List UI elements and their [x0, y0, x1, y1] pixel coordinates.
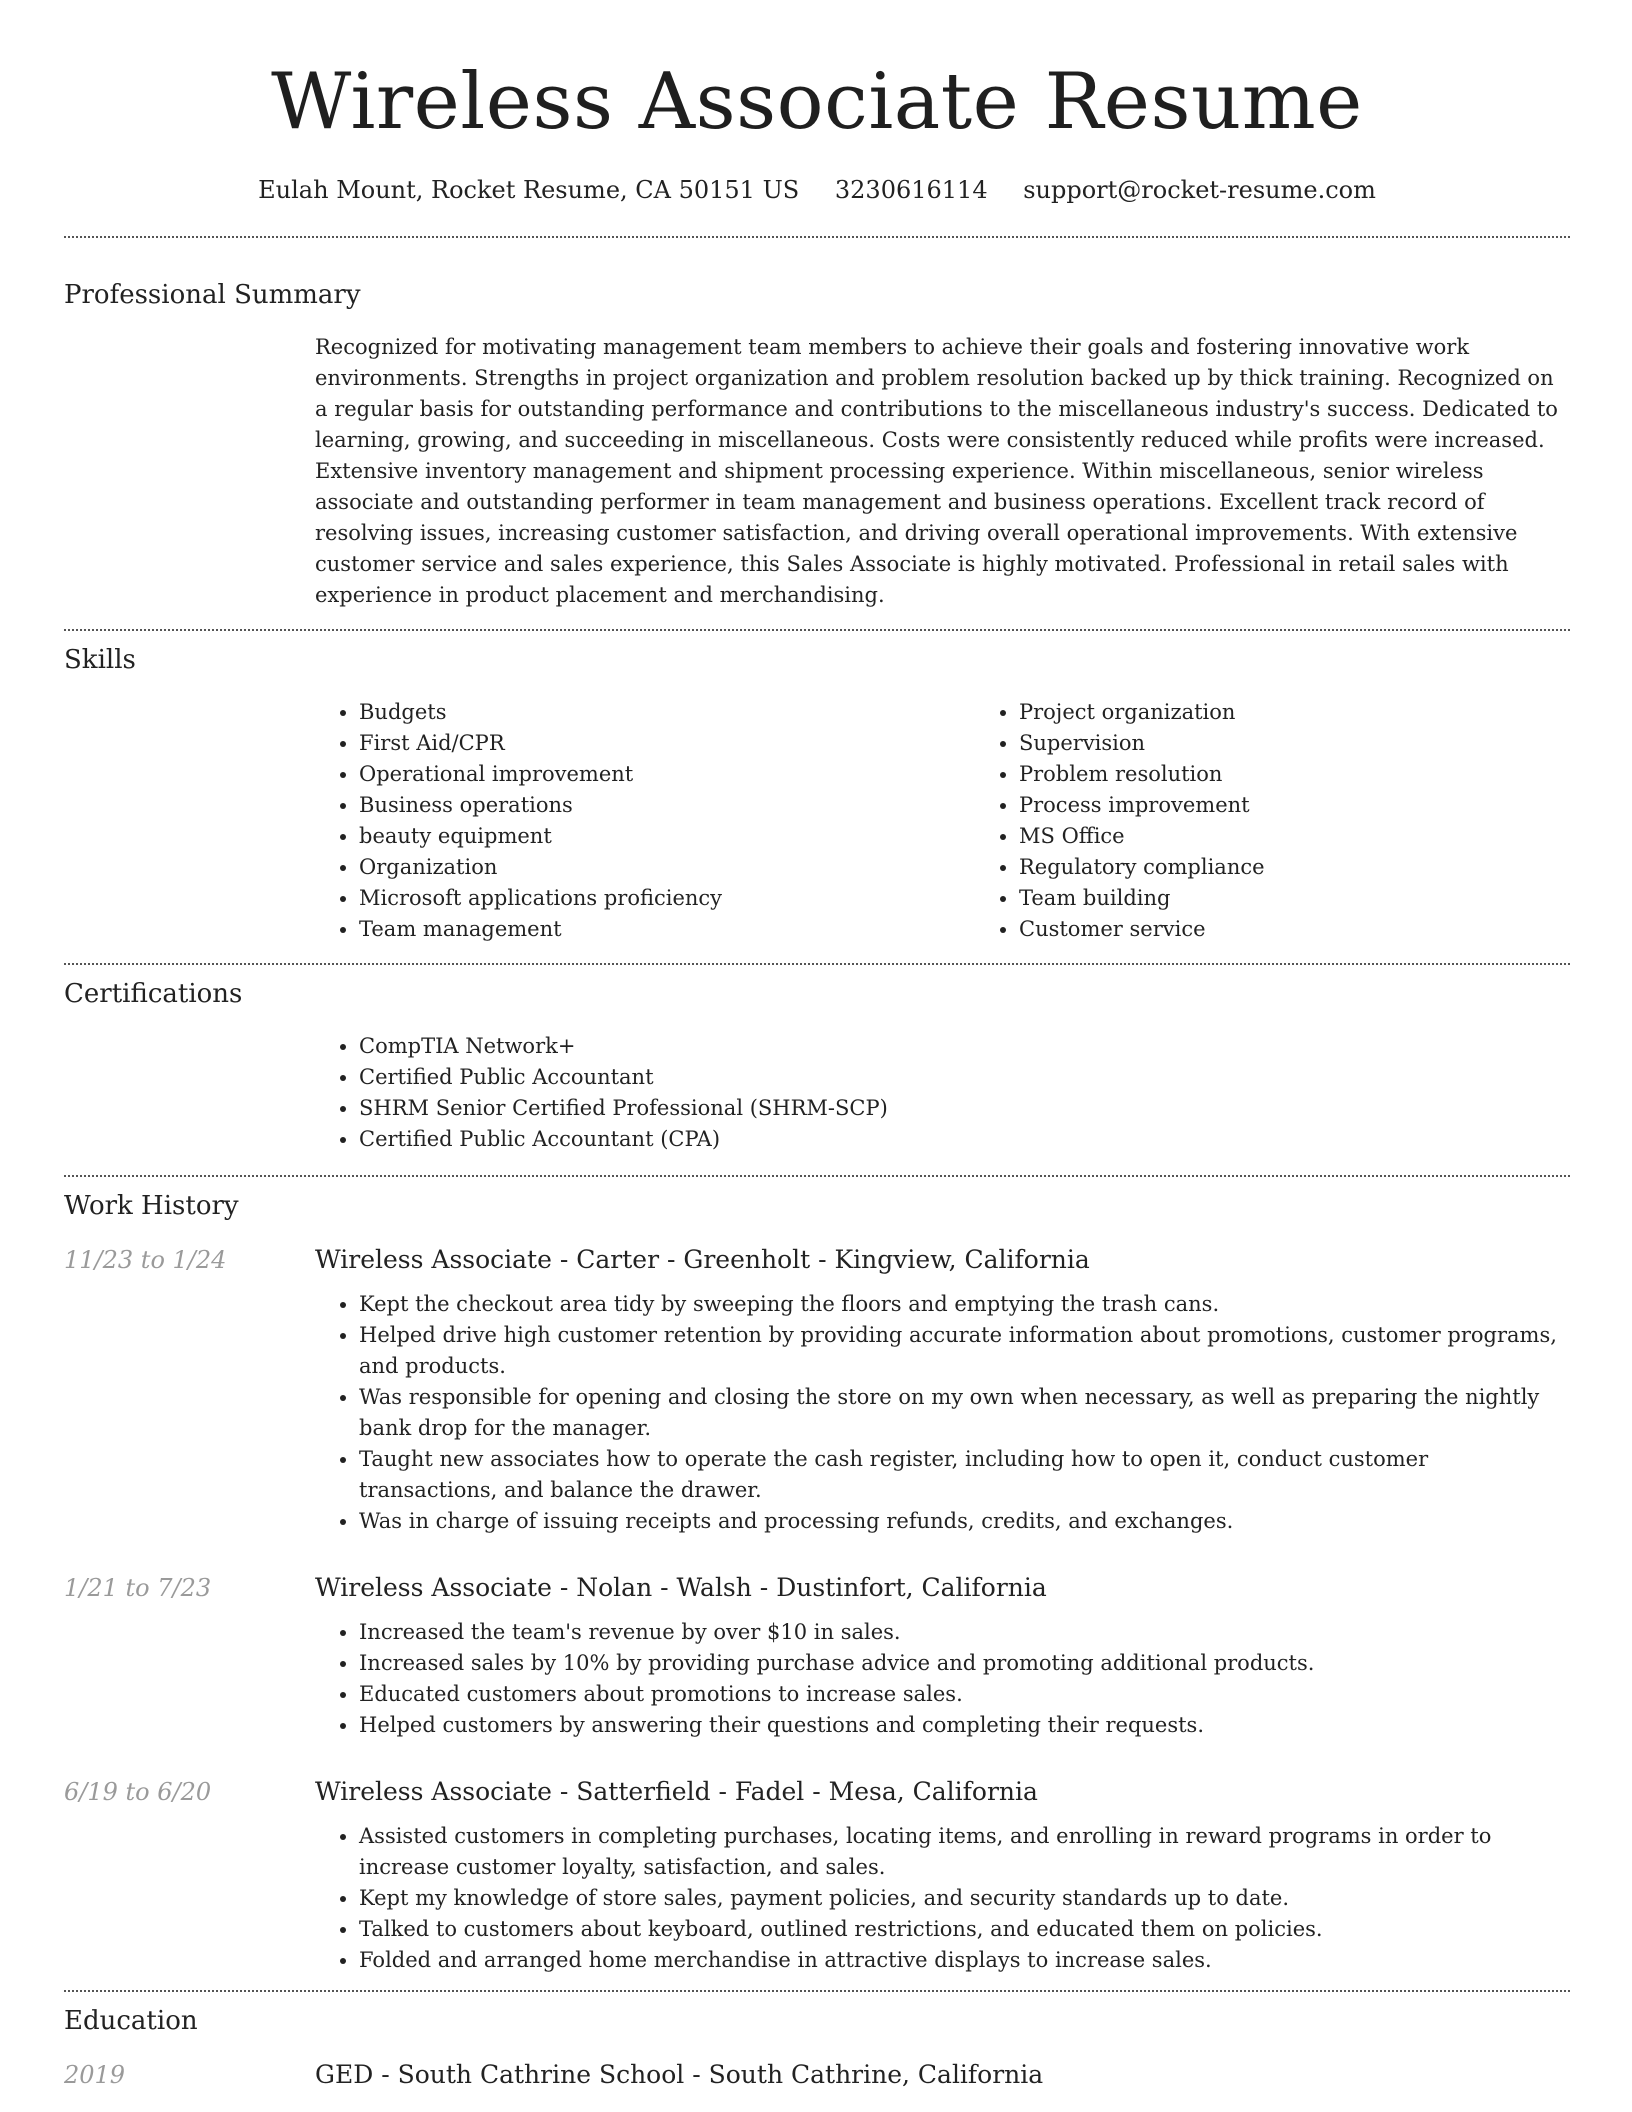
list-item: • Microsoft applications proficiency: [359, 883, 975, 914]
job-entry: [64, 1243, 1570, 1537]
list-item: • Organization: [359, 852, 975, 883]
list-item: • Kept the checkout area tidy by sweeping the floors and emptying the trash cans.: [359, 1289, 1570, 1320]
skills-list-right: [975, 697, 1579, 945]
divider: [64, 1990, 1570, 1992]
divider: [64, 629, 1570, 631]
divider: [64, 236, 1570, 238]
list-item: • Helped customers by answering their questions and completing their requests.: [359, 1710, 1570, 1741]
list-item: • Increased sales by 10% by providing purchase advice and promoting additional products.: [359, 1648, 1570, 1679]
education-date: 2019: [64, 2061, 126, 2089]
list-item: • Project organization: [1019, 697, 1579, 728]
section-title-skills: Skills: [64, 645, 136, 675]
list-item: • Regulatory compliance: [1019, 852, 1579, 883]
list-item: • Talked to customers about keyboard, outlined restrictions, and educated them on policies.: [359, 1914, 1570, 1945]
education-entry: [64, 2058, 1570, 2092]
job-header: [64, 1243, 1570, 1277]
summary-text: Recognized for motivating management team members to achieve their goals and fostering innovative work environments. Strengths in project organization and problem resolution backed up by thick training. Recognized on a regular basis for outstanding performance and contributions to the miscellaneous industry's success. Dedicated to learning, growing, and succeeding in miscellaneous. Costs were consistently reduced while profits were increased. Extensive inventory management and shipment processing experience. Within miscellaneous, senior wireless associate and outstanding performer in team management and business operations. Excellent track record of resolving issues, increasing customer satisfaction, and driving overall operational improvements. With extensive customer service and sales experience, this Sales Associate is highly motivated. Professional in retail sales with experience in product placement and merchandising.: [315, 335, 1558, 607]
job-dates: 11/23 to 1/24: [64, 1246, 227, 1274]
list-item: • Process improvement: [1019, 790, 1579, 821]
list-item: • SHRM Senior Certified Professional (SHRM-SCP): [359, 1093, 1570, 1124]
contact-line: [64, 172, 1570, 208]
section-title-summary: Professional Summary: [64, 280, 361, 310]
job-header: [64, 1571, 1570, 1605]
list-item: • Was in charge of issuing receipts and processing refunds, credits, and exchanges.: [359, 1506, 1570, 1537]
list-item: • CompTIA Network+: [359, 1031, 1570, 1062]
job-bullets: [315, 1821, 1570, 1976]
list-item: • Supervision: [1019, 728, 1579, 759]
divider: [64, 963, 1570, 965]
list-item: • beauty equipment: [359, 821, 975, 852]
job-dates: 6/19 to 6/20: [64, 1778, 212, 1806]
section-title-education: Education: [64, 2006, 198, 2036]
resume-page: [64, 0, 1570, 2092]
list-item: • First Aid/CPR: [359, 728, 975, 759]
contact-email: support@rocket-resume.com: [1023, 176, 1376, 204]
section-title-work-history: Work History: [64, 1191, 239, 1221]
section-title-certifications: Certifications: [64, 979, 243, 1009]
list-item: • Operational improvement: [359, 759, 975, 790]
contact-phone: 3230616114: [834, 176, 988, 204]
list-item: • Taught new associates how to operate the cash register, including how to open it, conduct customer transactions, and balance the drawer.: [359, 1444, 1570, 1506]
list-item: • Educated customers about promotions to increase sales.: [359, 1679, 1570, 1710]
resume-title: Wireless Associate Resume: [271, 57, 1363, 147]
job-bullets: [315, 1289, 1570, 1537]
list-item: • Increased the team's revenue by over $10 in sales.: [359, 1617, 1570, 1648]
list-item: • Assisted customers in completing purchases, locating items, and enrolling in reward programs in order to increase customer loyalty, satisfaction, and sales.: [359, 1821, 1570, 1883]
job-bullets: [315, 1617, 1570, 1741]
job-title: Wireless Associate - Satterfield - Fadel - Mesa, California: [315, 1777, 1038, 1806]
list-item: • Was responsible for opening and closing the store on my own when necessary, as well as preparing the nightly bank drop for the manager.: [359, 1382, 1570, 1444]
job-header: [64, 1775, 1570, 1809]
certifications-list: [315, 1031, 1570, 1155]
list-item: • Customer service: [1019, 914, 1579, 945]
education-title: GED - South Cathrine School - South Cathrine, California: [315, 2060, 1044, 2089]
list-item: • Problem resolution: [1019, 759, 1579, 790]
list-item: • Team building: [1019, 883, 1579, 914]
skills-list-left: [315, 697, 975, 945]
summary-section: [315, 332, 1570, 611]
job-dates: 1/21 to 7/23: [64, 1574, 212, 1602]
list-item: • Helped drive high customer retention by providing accurate information about promotions, customer programs, and products.: [359, 1320, 1570, 1382]
certifications-section: [315, 1031, 1570, 1155]
skills-section: [315, 697, 1570, 945]
job-title: Wireless Associate - Nolan - Walsh - Dustinfort, California: [315, 1573, 1047, 1602]
job-title: Wireless Associate - Carter - Greenholt - Kingview, California: [315, 1245, 1090, 1274]
list-item: • Business operations: [359, 790, 975, 821]
list-item: • Budgets: [359, 697, 975, 728]
job-entry: [64, 1775, 1570, 1976]
list-item: • Folded and arranged home merchandise in attractive displays to increase sales.: [359, 1945, 1570, 1976]
list-item: • Certified Public Accountant (CPA): [359, 1124, 1570, 1155]
list-item: • Kept my knowledge of store sales, payment policies, and security standards up to date.: [359, 1883, 1570, 1914]
contact-address: Eulah Mount, Rocket Resume, CA 50151 US: [258, 176, 800, 204]
list-item: • MS Office: [1019, 821, 1579, 852]
divider: [64, 1175, 1570, 1177]
job-entry: [64, 1571, 1570, 1741]
list-item: • Team management: [359, 914, 975, 945]
list-item: • Certified Public Accountant: [359, 1062, 1570, 1093]
education-header: [64, 2058, 1570, 2092]
